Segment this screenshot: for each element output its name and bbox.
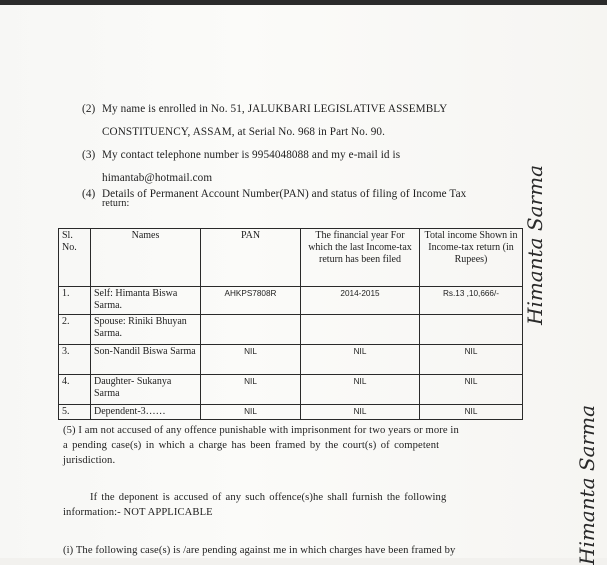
cell-income: NIL xyxy=(420,375,523,405)
cell-year: NIL xyxy=(301,345,420,375)
header-sl-no: Sl. No. xyxy=(59,229,91,287)
para-2-line-1 xyxy=(82,103,447,115)
table-row xyxy=(59,287,523,315)
table-row xyxy=(59,375,523,405)
cell-pan xyxy=(201,315,301,345)
cell-income: Rs.13 ,10,666/- xyxy=(420,287,523,315)
cell-pan: NIL xyxy=(201,375,301,405)
cell-name: Son-Nandil Biswa Sarma xyxy=(91,345,201,375)
para-3-line-1 xyxy=(82,149,400,161)
para-5-line-1: (5) I am not accused of any offence punishable with imprisonment for two years or more in xyxy=(63,425,459,436)
cell-pan: AHKPS7808R xyxy=(201,287,301,315)
cell-income: NIL xyxy=(420,405,523,420)
cell-name: Spouse: Riniki Bhuyan Sarma. xyxy=(91,315,201,345)
para-5-line-3: jurisdiction. xyxy=(63,455,116,466)
cell-name: Self: Himanta Biswa Sarma. xyxy=(91,287,201,315)
cell-year: 2014-2015 xyxy=(301,287,420,315)
para-number: (2) xyxy=(82,103,96,115)
table-row xyxy=(59,405,523,420)
cell-year xyxy=(301,315,420,345)
cell-name: Daughter- Sukanya Sarma xyxy=(91,375,201,405)
cell-year: NIL xyxy=(301,375,420,405)
deponent-line-2: information:- NOT APPLICABLE xyxy=(63,507,213,518)
para-text: My contact telephone number is 9954048088 and my e-mail id is xyxy=(102,149,401,161)
cell-income xyxy=(420,315,523,345)
para-2-line-2: CONSTITUENCY, ASSAM, at Serial No. 968 in Part No. 90. xyxy=(102,126,386,138)
cell-sl: 5. xyxy=(59,405,91,420)
para-5-line-2: a pending case(s) in which a charge has been framed by the court(s) of competent xyxy=(63,440,440,451)
header-total-income: Total income Shown in Income-tax return (in Rupees) xyxy=(420,229,523,287)
para-text: My name is enrolled in No. 51, JALUKBARI LEGISLATIVE ASSEMBLY xyxy=(102,103,448,115)
para-3-email: himantab@hotmail.com xyxy=(102,172,213,184)
cell-income: NIL xyxy=(420,345,523,375)
para-4-line-2: return: xyxy=(102,198,130,209)
cell-name: Dependent-3…… xyxy=(91,405,201,420)
deponent-line-1: If the deponent is accused of any such offence(s)he shall furnish the following xyxy=(90,492,447,503)
cell-pan: NIL xyxy=(201,345,301,375)
para-text: Details of Permanent Account Number(PAN) and status of filing of Income Tax xyxy=(102,188,467,200)
pan-table xyxy=(58,228,523,420)
cell-sl: 3. xyxy=(59,345,91,375)
document-page xyxy=(0,5,607,565)
para-number: (4) xyxy=(82,188,96,200)
handwritten-signature: Himanta Sarma xyxy=(523,165,547,325)
table-header-row xyxy=(59,229,523,287)
header-financial-year: The financial year For which the last Income-tax return has been filed xyxy=(301,229,420,287)
table-row xyxy=(59,315,523,345)
para-number: (3) xyxy=(82,149,96,161)
cell-sl: 2. xyxy=(59,315,91,345)
handwritten-signature: Himanta Sarma xyxy=(575,405,599,565)
table-row xyxy=(59,345,523,375)
header-pan: PAN xyxy=(201,229,301,287)
cell-pan: NIL xyxy=(201,405,301,420)
cell-year: NIL xyxy=(301,405,420,420)
clause-i-line: (i) The following case(s) is /are pending against me in which charges have been framed by xyxy=(63,545,456,556)
header-names: Names xyxy=(91,229,201,287)
para-4-line-1 xyxy=(82,188,466,200)
cell-sl: 4. xyxy=(59,375,91,405)
cell-sl: 1. xyxy=(59,287,91,315)
